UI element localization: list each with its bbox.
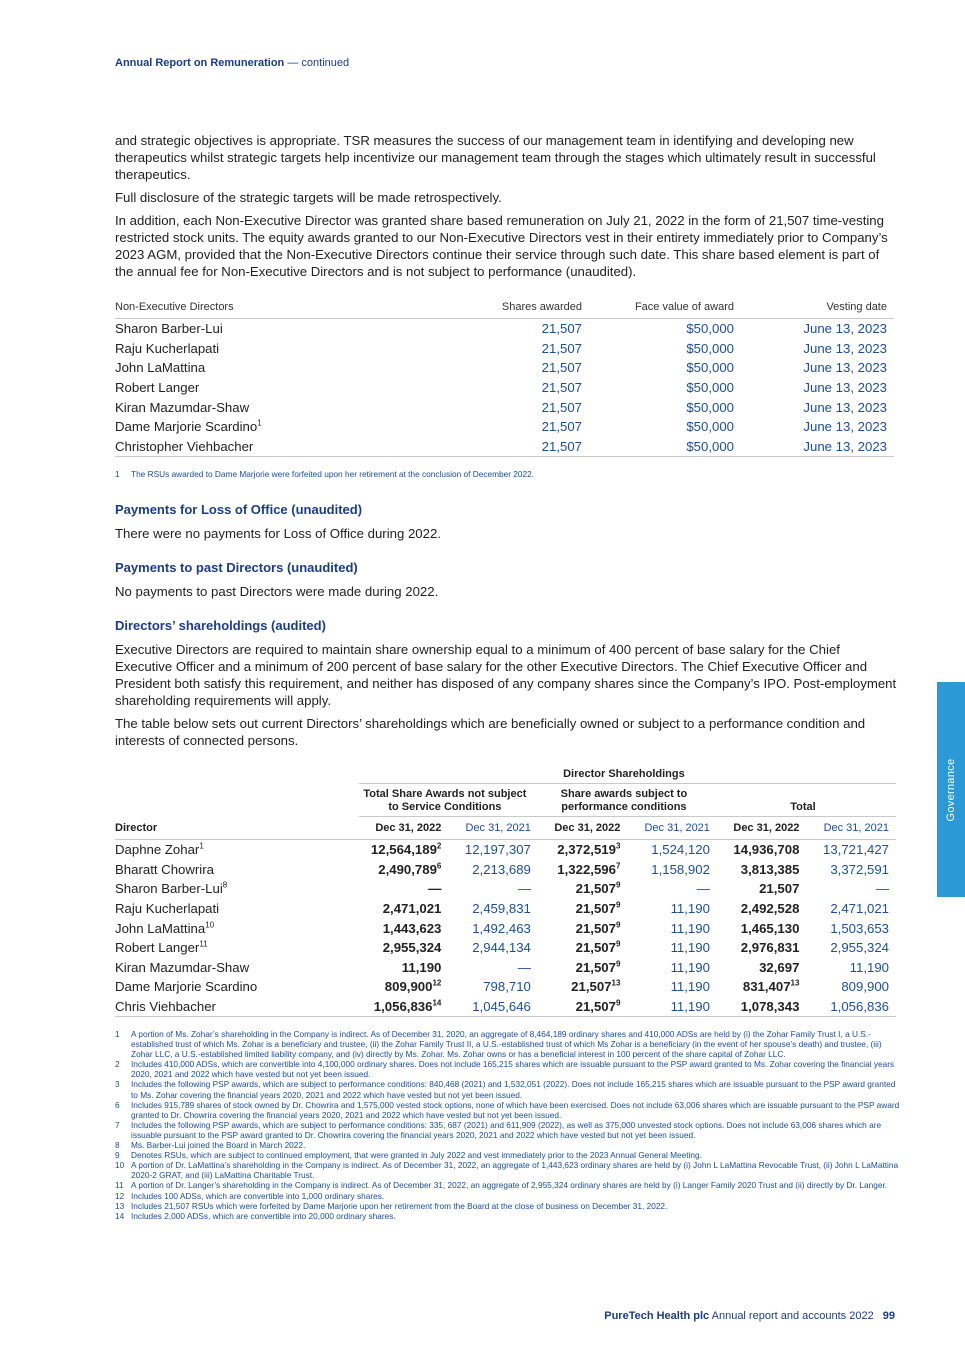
- perf-2022: 21,507$^9$: [575, 881, 621, 897]
- awards-2021: —: [517, 881, 531, 897]
- table-group-header: Director Shareholdings: [359, 765, 896, 784]
- footnote-text: Includes 21,507 RSUs which were forfeited by Dame Marjorie upon her retirement from the Board at the close of business on December 31, 2022.: [131, 1200, 668, 1211]
- awards-2022: 12,564,189$^2$: [370, 841, 442, 858]
- perf-2022: 21,507$^9$: [538, 997, 628, 1017]
- footnote-number: 2: [115, 1059, 120, 1070]
- table-row: [115, 358, 894, 378]
- perf-2022: 2,372,519$^3$: [557, 841, 621, 858]
- director-shareholdings-table: [115, 765, 896, 1017]
- table-row: [115, 997, 896, 1017]
- col-header: Shares awarded: [452, 298, 589, 319]
- total-2021: 1,056,836: [806, 997, 896, 1017]
- footnote: [115, 1201, 900, 1211]
- intro-text: [115, 132, 900, 286]
- footer-report: Annual report and accounts 2022: [711, 1310, 874, 1322]
- footnote-number: 12: [115, 1190, 125, 1201]
- director-name: Sharon Barber-Lui: [115, 321, 223, 337]
- shares-awarded: 21,507: [541, 399, 582, 415]
- awards-2022: 11,190: [401, 959, 442, 975]
- footnote: [115, 1180, 900, 1190]
- footnote-number: 7: [115, 1119, 120, 1130]
- section-text: No payments to past Directors were made during 2022.: [115, 584, 439, 599]
- vesting-date: June 13, 2023: [741, 437, 894, 457]
- face-value: $50,000: [686, 340, 734, 356]
- perf-2021: 1,158,902: [651, 861, 710, 877]
- footnote-text: Includes 915,789 shares of stock owned by Dr. Chowrira and 1,575,000 vested stock options, none of which have been exercised. Does not include 63,006 shares which are issuable pursuant to the PSP award granted to Dr. Chowrira covering the financial years 2020, 2021 and 2022 which have vested but not yet been issued.: [131, 1099, 900, 1120]
- director-name: Christopher Viehbacher: [115, 437, 452, 457]
- director-name: Kiran Mazumdar-Shaw: [115, 399, 250, 415]
- footnote: [115, 1150, 900, 1160]
- footnote-number: 1: [115, 469, 120, 479]
- footnote-text: Includes the following PSP awards, which are subject to performance conditions: 840,468 (2021) and 1,532,051 (2022). Does not include 165,215 shares which are issuable pursuant to the PSP award granted to Ms. Zohar covering the financial years 2020, 2021 and 2022 which have vested but not yet been issued.: [131, 1079, 896, 1100]
- footnote: [115, 1120, 900, 1140]
- table-row: [115, 437, 894, 457]
- col-header: Dec 31, 2022: [359, 817, 449, 840]
- table-row: [115, 840, 896, 860]
- footnote-text: A portion of Ms. Zohar’s shareholding in the Company is indirect. As of December 31, 2020, an aggregate of 8,464,189 ordinary shares and 410,000 ADSs are held by (i) the Zohar Family Trust I, a U.S.-established trust of which Ms. Zohar is a beneficiary and trustee, (ii) the Zohar Family Trust II, a U.S.-established trust of which Ms Zohar is a beneficiary (in the event of her spouse’s death) and trustee, (iii) Zohar LLC, a U.S.-established limited liability company, and (iv) directly by Ms. Zohar. Ms. Zohar owns or has a beneficial interest in 100 percent of the share capital of Zohar LLC.: [131, 1029, 882, 1060]
- awards-2021: 1,492,463: [472, 920, 531, 936]
- intro-paragraph: In addition, each Non-Executive Director was granted share based remuneration on July 21, 2022 in the form of 21,507 time-vesting restricted stock units. The equity awards granted to our Non-Executive Directors vest in their entirety immediately prior to Company’s 2023 AGM, provided that the Non-Executive Directors continue their service through such date. This share based element is part of the annual fee for Non-Executive Directors and is not subject to performance (unaudited).: [115, 213, 888, 279]
- footnote: [115, 1191, 900, 1201]
- footnote: [115, 1100, 900, 1120]
- awards-2022: 2,471,021: [382, 901, 442, 917]
- total-2021: 809,900: [841, 979, 889, 995]
- perf-2021: 11,190: [670, 940, 710, 956]
- perf-2021: 11,190: [670, 959, 710, 975]
- table-row: [115, 958, 896, 978]
- table-row: [115, 339, 894, 359]
- footnote-number: 3: [115, 1079, 120, 1090]
- shareholdings-footnotes: [115, 1029, 900, 1221]
- side-tab-label: Governance: [945, 758, 957, 821]
- shareholdings-section: [115, 618, 900, 755]
- section-heading: Payments to past Directors (unaudited): [115, 560, 358, 575]
- awards-2022: 2,955,324: [382, 940, 442, 956]
- total-2021: —: [875, 881, 889, 897]
- footnote-number: 10: [115, 1160, 125, 1171]
- subgroup-header: Share awards subject to performance conditions: [538, 784, 717, 817]
- awards-2021: 12,197,307: [464, 842, 531, 858]
- director-name: Kiran Mazumdar-Shaw: [115, 959, 250, 975]
- table-row: [115, 860, 896, 880]
- table-row: [115, 918, 896, 938]
- vesting-date: June 13, 2023: [803, 380, 887, 396]
- footnote: [115, 1160, 900, 1180]
- director-name: Dame Marjorie Scardino: [115, 979, 258, 995]
- col-header: Vesting date: [741, 298, 894, 319]
- footnote-text: Ms. Barber-Lui joined the Board in March 2022.: [131, 1140, 306, 1151]
- awards-2021: 798,710: [483, 979, 531, 995]
- total-2022: 21,507: [759, 881, 800, 897]
- footnote-number: 6: [115, 1099, 120, 1110]
- col-header: Dec 31, 2021: [806, 817, 896, 840]
- awards-2021: —: [517, 959, 531, 975]
- director-name: Daphne Zohar$^1$: [115, 841, 204, 858]
- shares-awarded: 21,507: [541, 419, 582, 435]
- awards-2022: 1,443,623: [382, 920, 442, 936]
- footnote-number: 11: [115, 1180, 124, 1191]
- footnote-number: 9: [115, 1150, 120, 1161]
- footnote-number: 14: [115, 1210, 125, 1221]
- footnote: [115, 1211, 900, 1221]
- total-2021: 11,190: [849, 959, 889, 975]
- footnote-text: Includes 2,000 ADSs, which are convertible into 20,000 ordinary shares.: [131, 1210, 396, 1221]
- section-text: The table below sets out current Directors’ shareholdings which are beneficially owned or subject to a performance condition and interests of connected persons.: [115, 716, 866, 748]
- perf-2022: 1,322,596$^7$: [557, 861, 621, 877]
- footnote-text: The RSUs awarded to Dame Marjorie were forfeited upon her retirement at the conclusion of December 2022.: [131, 469, 535, 479]
- section-heading: Directors’ shareholdings (audited): [115, 618, 326, 633]
- footnote: [115, 1059, 900, 1079]
- footer-company: PureTech Health plc: [604, 1310, 710, 1322]
- header-continued: — continued: [287, 57, 350, 69]
- face-value: $50,000: [686, 419, 734, 435]
- section-text: There were no payments for Loss of Office during 2022.: [115, 526, 441, 541]
- director-name: Raju Kucherlapati: [115, 901, 220, 917]
- director-name: Sharon Barber-Lui$^8$: [115, 881, 228, 897]
- subgroup-header: Total Share Awards not subject to Service Conditions: [359, 784, 538, 817]
- total-2021: 2,955,324: [830, 940, 889, 956]
- footnote: [115, 1140, 900, 1150]
- ned-awards-table: [115, 298, 894, 457]
- footnote: [115, 1079, 900, 1099]
- awards-2021: 1,045,646: [448, 997, 538, 1017]
- awards-2021: 2,213,689: [472, 861, 531, 877]
- section-text: Executive Directors are required to maintain share ownership equal to a minimum of 400 percent of base salary for the Chief Executive Officer and a minimum of 200 percent of base salary for the other Executive Directors. The Chief Executive Officer and President both satisfy this requirement, and neither has disposed of any company shares since the Company’s IPO. Post-employment shareholding requirements will apply.: [115, 642, 897, 708]
- awards-2022: 809,900$^{12}$: [384, 979, 442, 995]
- footnote-text: A portion of Dr. Langer’s shareholding in the Company is indirect. As of December 31, 2022, an aggregate of 2,955,324 ordinary shares are held by (i) Langer Family 2020 Trust and (ii) directly by Dr. Langer.: [131, 1180, 888, 1191]
- footnote-number: 13: [115, 1200, 125, 1211]
- section-side-tab[interactable]: [937, 682, 965, 897]
- face-value: $50,000: [686, 360, 734, 376]
- awards-2022: 1,056,836$^{14}$: [359, 997, 449, 1017]
- vesting-date: June 13, 2023: [803, 321, 887, 337]
- footnote-number: 1: [115, 1029, 120, 1039]
- table-row: [115, 378, 894, 398]
- shares-awarded: 21,507: [541, 360, 582, 376]
- footnote-text: Includes 410,000 ADSs, which are convertible into 4,100,000 ordinary shares. Does not include 165,215 shares which are issuable pursuant to the PSP award granted to Ms. Zohar covering the financial years 2020, 2021 and 2022 which have vested but not yet been issued.: [131, 1059, 895, 1080]
- loss-office-section: [115, 502, 900, 548]
- col-header: Dec 31, 2021: [448, 817, 538, 840]
- total-2021: 13,721,427: [822, 842, 889, 858]
- table-row: [115, 899, 896, 919]
- page-footer: [604, 1310, 895, 1322]
- total-2022: 32,697: [759, 959, 800, 975]
- director-name: Dame Marjorie Scardino$^1$: [115, 418, 262, 435]
- header-title: Annual Report on Remuneration: [115, 57, 285, 69]
- intro-paragraph: and strategic objectives is appropriate. TSR measures the success of our management team in identifying and developing new therapeutics whilst strategic targets help incentivize our management team through the stages which ultimately result in successful therapeutics.: [115, 133, 876, 182]
- total-2022: 2,976,831: [740, 940, 800, 956]
- col-header: Dec 31, 2021: [627, 817, 717, 840]
- footnote: [115, 1029, 900, 1059]
- face-value: $50,000: [589, 437, 741, 457]
- director-name: Chris Viehbacher: [115, 997, 359, 1017]
- table-row: [115, 319, 894, 339]
- total-2021: 2,471,021: [830, 901, 889, 917]
- intro-paragraph: Full disclosure of the strategic targets will be made retrospectively.: [115, 190, 502, 205]
- director-name: John LaMattina$^{10}$: [115, 920, 215, 936]
- shares-awarded: 21,507: [541, 321, 582, 337]
- col-header: Face value of award: [589, 298, 741, 319]
- total-2022: 1,465,130: [740, 920, 800, 936]
- perf-2021: 11,190: [627, 997, 717, 1017]
- total-2022: 2,492,528: [740, 901, 800, 917]
- perf-2021: 11,190: [670, 901, 710, 917]
- total-2022: 1,078,343: [717, 997, 807, 1017]
- perf-2022: 21,507$^{13}$: [571, 979, 621, 995]
- past-directors-section: [115, 560, 900, 606]
- face-value: $50,000: [686, 380, 734, 396]
- vesting-date: June 13, 2023: [803, 340, 887, 356]
- perf-2021: 11,190: [670, 920, 710, 936]
- total-2021: 3,372,591: [830, 861, 889, 877]
- page-number: 99: [882, 1310, 895, 1322]
- perf-2021: —: [696, 881, 710, 897]
- table-row: [115, 397, 894, 417]
- vesting-date: June 13, 2023: [803, 360, 887, 376]
- footnote-text: A portion of Dr. LaMattina’s shareholding in the Company is indirect. As of December 31, 2022, an aggregate of 1,443,623 ordinary shares are held by (i) John L LaMattina Revocable Trust, (ii) John L LaMattina 2020-2 GRAT, and (iii) LaMattina Charitable Trust.: [131, 1160, 899, 1181]
- perf-2022: 21,507$^9$: [575, 900, 621, 917]
- col-header: Dec 31, 2022: [538, 817, 628, 840]
- col-header: Director: [115, 817, 359, 840]
- footnote-text: Denotes RSUs, which are subject to continued employment, that were granted in July 2022 and vest immediately prior to the 2023 Annual General Meeting.: [131, 1150, 702, 1161]
- director-name: Robert Langer$^{11}$: [115, 939, 208, 956]
- total-2021: 1,503,653: [830, 920, 889, 936]
- table-row: [115, 938, 896, 958]
- awards-2021: 2,459,831: [472, 901, 531, 917]
- perf-2022: 21,507$^9$: [575, 939, 621, 956]
- shares-awarded: 21,507: [452, 437, 589, 457]
- ned-footnote: [115, 469, 534, 479]
- table-row: [115, 879, 896, 899]
- total-2022: 831,407$^{13}$: [742, 979, 800, 995]
- perf-2021: 1,524,120: [651, 842, 710, 858]
- shares-awarded: 21,507: [541, 340, 582, 356]
- awards-2022: 2,490,789$^6$: [378, 861, 442, 877]
- face-value: $50,000: [686, 321, 734, 337]
- subgroup-header: Total: [717, 784, 896, 817]
- director-name: Bharatt Chowrira: [115, 861, 214, 877]
- total-2022: 3,813,385: [740, 861, 800, 877]
- perf-2021: 11,190: [670, 979, 710, 995]
- face-value: $50,000: [686, 399, 734, 415]
- total-2022: 14,936,708: [733, 842, 800, 858]
- shares-awarded: 21,507: [541, 380, 582, 396]
- director-name: Robert Langer: [115, 380, 200, 396]
- footnote-number: 8: [115, 1140, 120, 1151]
- footnote-text: Includes 100 ADSs, which are convertible into 1,000 ordinary shares.: [131, 1190, 385, 1201]
- awards-2022: —: [428, 881, 442, 897]
- col-header: Dec 31, 2022: [717, 817, 807, 840]
- footnote-text: Includes the following PSP awards, which are subject to performance conditions: 335, 687 (2021) and 611,909 (2022), as well as 375,000 unvested stock options. Does not include 63,006 shares which are issuable pursuant to the PSP award granted to Dr. Chowrira covering the financial years 2020, 2021 and 2022 which have vested but not yet been issued.: [131, 1119, 882, 1140]
- table-row: [115, 977, 896, 997]
- director-name: John LaMattina: [115, 360, 206, 376]
- section-heading: Payments for Loss of Office (unaudited): [115, 502, 363, 517]
- perf-2022: 21,507$^9$: [575, 959, 621, 975]
- director-name: Raju Kucherlapati: [115, 340, 220, 356]
- table-row: [115, 417, 894, 437]
- col-header: Non-Executive Directors: [115, 298, 452, 319]
- running-header: [115, 57, 349, 69]
- awards-2021: 2,944,134: [472, 940, 531, 956]
- perf-2022: 21,507$^9$: [575, 920, 621, 936]
- vesting-date: June 13, 2023: [803, 399, 887, 415]
- vesting-date: June 13, 2023: [803, 419, 887, 435]
